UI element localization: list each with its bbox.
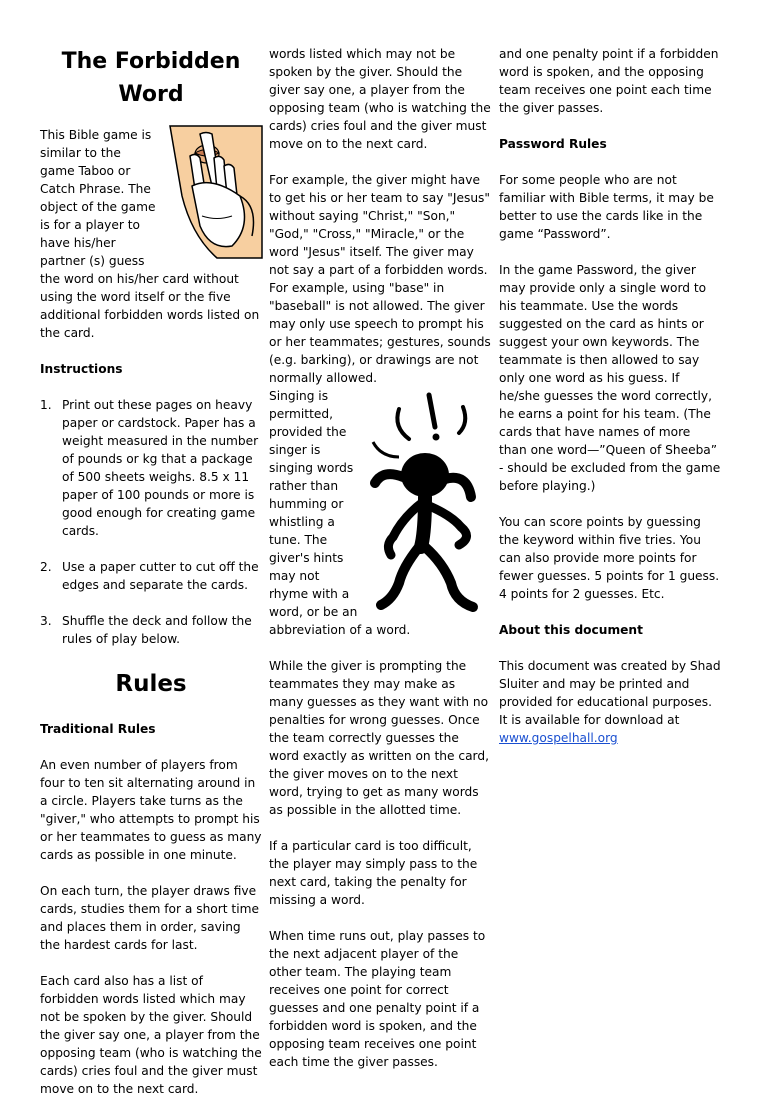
password-paragraph-3: You can score points by guessing the keyword within five tries. You can also provide more points for fewer guesses. 5 points for 1 guess. 4 points for 2 guesses. Etc. bbox=[499, 515, 720, 601]
list-number: 2. bbox=[40, 560, 52, 574]
traditional-paragraph-3-cont: words listed which may not be spoken by the giver. Should the giver say one, a player from the opposing team (who is watching the cards) cries foul and the giver must move on to the next card. bbox=[269, 47, 491, 151]
traditional-paragraph-6: If a particular card is too difficult, the player may simply pass to the next card, taking the penalty for missing a word. bbox=[269, 839, 478, 907]
list-number: 1. bbox=[40, 398, 52, 412]
list-item bbox=[40, 612, 262, 648]
password-rules-heading: Password Rules bbox=[499, 137, 607, 151]
traditional-paragraph-5: While the giver is prompting the teammates they may make as many guesses as they want with no penalties for wrong guesses. Once the team correctly guesses the word exactly as written on the card, the giver moves on to the next word, trying to get as many words as possible in the allotted time. bbox=[269, 659, 489, 817]
password-paragraph-2: In the game Password, the giver may provide only a single word to his teammate. Use the words suggested on the card as hints or suggest your own keywords. The teammate is then allowed to say only one word as his guess. If he/she guesses the word correctly, he earns a point for his team. (The cards that have names of more than one word—”Queen of Sheeba” - should be excluded from the game before playing.) bbox=[499, 263, 721, 493]
traditional-paragraph-4b: Singing is permitted, provided the singer is singing words rather than humming or whistling a tune. The giver's hints may not rhyme with a word, or be an abbreviation of a word. bbox=[269, 389, 411, 637]
traditional-rules-heading: Traditional Rules bbox=[40, 722, 156, 736]
traditional-paragraph-7 bbox=[269, 927, 491, 1069]
list-text: Use a paper cutter to cut off the edges and separate the cards. bbox=[62, 560, 259, 592]
list-number: 3. bbox=[40, 614, 52, 628]
list-item bbox=[40, 396, 262, 540]
traditional-paragraph-7-text: When time runs out, play passes to the next adjacent player of the other team. The playing team receives one point for correct guesses and one penalty point if a forbidden word is spoken, and the opposing team receives one point each time the giver passes. bbox=[269, 929, 486, 1069]
column-1 bbox=[40, 45, 262, 1096]
traditional-paragraph-3 bbox=[40, 972, 262, 1096]
confused-stick-figure-icon bbox=[363, 387, 491, 617]
intro-paragraph: This Bible game is similar to the game Taboo or Catch Phrase. The object of the game is for a player to have his/her partner (s) guess the word on his/her card without using the word itself or the five additional forbidden words listed on the card. bbox=[40, 128, 260, 340]
traditional-paragraph-7-cont: and one penalty point if a forbidden word is spoken, and the opposing team receives one point each time the giver passes. bbox=[499, 47, 719, 115]
about-heading: About this document bbox=[499, 623, 643, 637]
rules-heading: Rules bbox=[115, 671, 187, 697]
page-title bbox=[40, 45, 262, 111]
column-3 bbox=[499, 45, 721, 747]
title-line-2: Word bbox=[118, 82, 184, 107]
title-line-1: The Forbidden bbox=[61, 49, 241, 74]
gospelhall-link[interactable]: www.gospelhall.org bbox=[499, 731, 618, 745]
list-text: Shuffle the deck and follow the rules of play below. bbox=[62, 614, 252, 646]
instructions-list bbox=[40, 396, 262, 648]
list-text: Print out these pages on heavy paper or cardstock. Paper has a weight measured in the number of pounds or kg that a package of 500 sheets weighs. 8.5 x 11 paper of 100 pounds or more is good enough for creating game cards. bbox=[62, 398, 259, 538]
shush-hand-icon bbox=[162, 126, 262, 258]
about-paragraph bbox=[499, 657, 721, 747]
column-2 bbox=[269, 45, 491, 1069]
password-paragraph-1: For some people who are not familiar with Bible terms, it may be better to use the cards like in the game “Password”. bbox=[499, 173, 714, 241]
about-text: This document was created by Shad Sluiter and may be printed and provided for educational purposes. It is available for download at bbox=[499, 659, 721, 727]
list-item bbox=[40, 558, 262, 594]
traditional-paragraph-3-text: Each card also has a list of forbidden words listed which may not be spoken by the giver. Should the giver say one, a player from the opposing team (who is watching the cards) cries foul and the giver must move on to the next card. bbox=[40, 974, 262, 1096]
instructions-heading: Instructions bbox=[40, 362, 123, 376]
traditional-paragraph-1: An even number of players from four to ten sit alternating around in a circle. Players take turns as the "giver," who attempts to prompt his or her teammates to guess as many cards as possible in one minute. bbox=[40, 758, 262, 862]
traditional-paragraph-4: For example, the giver might have to get his or her team to say "Jesus" without saying "Christ," "Son," "God," "Cross," "Miracle," or the word "Jesus" itself. The giver may not say a part of a forbidden words. For example, using "base" in "baseball" is not allowed. The giver may only use speech to prompt his or her teammates; gestures, sounds (e.g. barking), or drawings are not normally allowed. bbox=[269, 173, 491, 385]
traditional-paragraph-2: On each turn, the player draws five cards, studies them for a short time and places them in order, saving the hardest cards for last. bbox=[40, 884, 259, 952]
